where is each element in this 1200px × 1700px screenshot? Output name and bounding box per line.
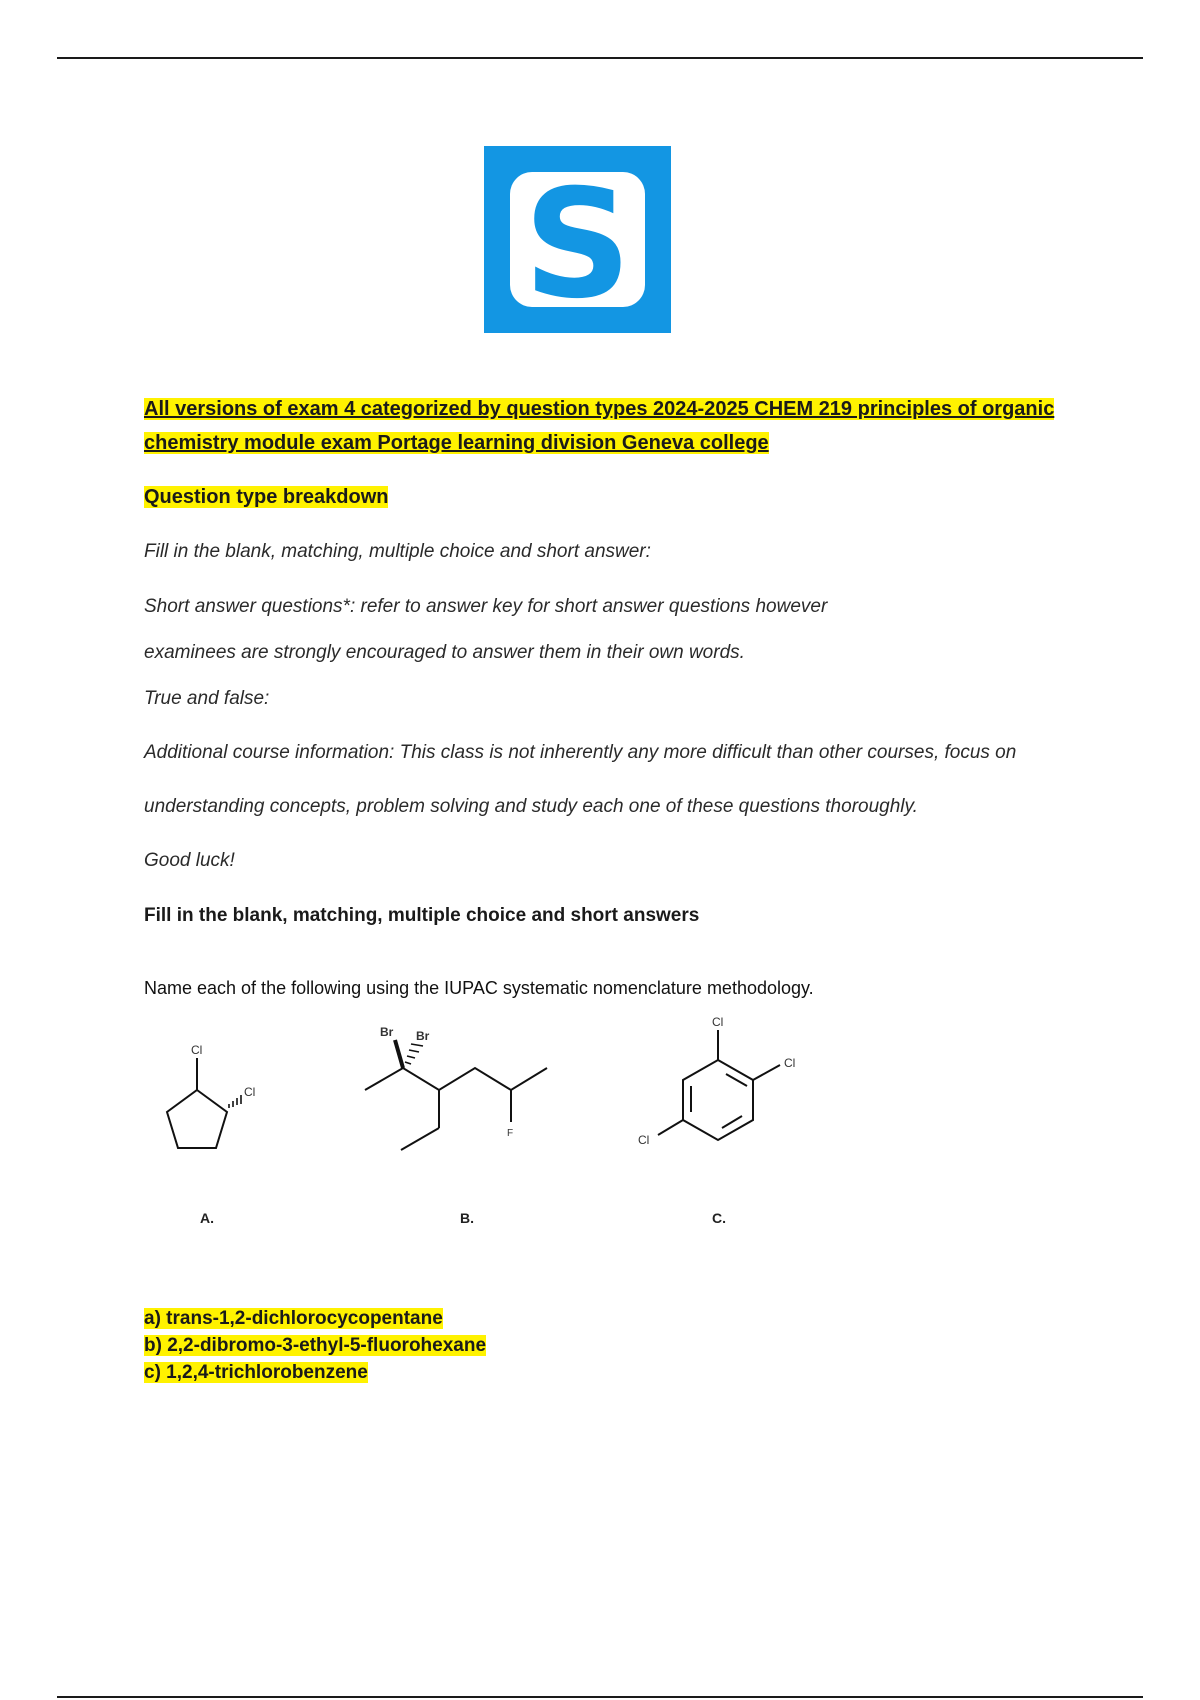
note-line-2: Short answer questions*: refer to answer key for short answer questions however <box>144 596 828 617</box>
answers-block <box>144 1305 486 1386</box>
section-heading-breakdown: Question type breakdown <box>144 486 389 508</box>
label-structure-b: B. <box>460 1210 474 1226</box>
bond-b-br-wedge <box>395 1040 403 1068</box>
note-line-4: True and false: <box>144 688 270 709</box>
label-a-cl-right: Cl <box>244 1085 256 1099</box>
s-logo-icon <box>484 146 671 333</box>
label-c-cl-left: Cl <box>638 1133 650 1147</box>
bond-c-cl-right <box>753 1065 780 1080</box>
note-line-7: Good luck! <box>144 850 235 871</box>
benzene-double-2 <box>722 1116 742 1128</box>
label-a-cl-top: Cl <box>191 1043 203 1057</box>
note-line-1: Fill in the blank, matching, multiple choice and short answer: <box>144 541 651 562</box>
label-c-cl-top: Cl <box>712 1015 724 1029</box>
note-line-3: examinees are strongly encouraged to answer them in their own words. <box>144 642 745 663</box>
label-structure-a: A. <box>200 1210 214 1226</box>
question-instruction: Name each of the following using the IUPAC systematic nomenclature methodology. <box>144 978 814 998</box>
label-b-br-1: Br <box>380 1025 394 1039</box>
hexane-main-chain <box>365 1068 547 1090</box>
note-line-5: Additional course information: This class is not inherently any more difficult than other courses, focus on <box>144 742 1017 763</box>
cyclopentane-ring <box>167 1090 227 1148</box>
top-rule <box>57 57 1143 59</box>
answer-b: b) 2,2-dibromo-3-ethyl-5-fluorohexane <box>144 1335 487 1356</box>
label-b-f: F <box>507 1128 514 1139</box>
bottom-rule <box>57 1696 1143 1698</box>
label-structure-c: C. <box>712 1210 726 1226</box>
label-c-cl-right: Cl <box>784 1056 796 1070</box>
answer-c: c) 1,2,4-trichlorobenzene <box>144 1362 368 1383</box>
chemical-structures <box>130 1010 830 1240</box>
bond-c-cl-left <box>658 1120 683 1135</box>
ethyl-bond-2 <box>401 1128 439 1150</box>
note-line-6: understanding concepts, problem solving and study each one of these questions thoroughly. <box>144 796 918 817</box>
document-title: All versions of exam 4 categorized by question types 2024-2025 CHEM 219 principles of organic chemistry module exam Portage learning division Geneva college <box>144 398 1055 454</box>
benzene-ring <box>683 1060 753 1140</box>
answer-a: a) trans-1,2-dichlorocycopentane <box>144 1308 443 1329</box>
logo-letter: S <box>523 158 632 332</box>
section-heading-questions: Fill in the blank, matching, multiple choice and short answers <box>144 905 700 926</box>
label-b-br-2: Br <box>416 1029 430 1043</box>
